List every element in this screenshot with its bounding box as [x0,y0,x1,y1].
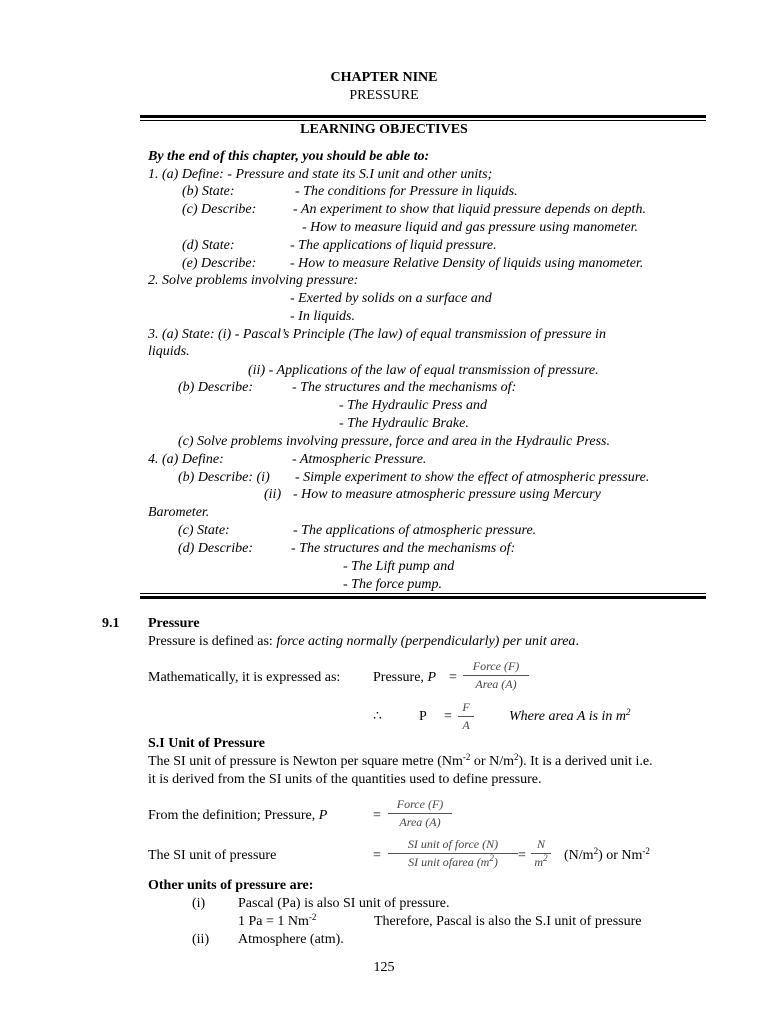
objective-line: - The Lift pump and [343,559,455,574]
list-item-text: Pascal (Pa) is also SI unit of pressure. [238,896,450,911]
pascal-note: Therefore, Pascal is also the S.I unit of pressure [374,914,642,929]
area-unit-note: Where area A is in $m^2$ [509,707,631,724]
objective-line: (c) State: [178,523,230,538]
pressure-label: Pressure, P [373,670,436,685]
objective-line: - How to measure atmospheric pressure using Mercury [293,487,601,502]
objectives-intro: By the end of this chapter, you should be able to: [148,149,430,164]
therefore-symbol: ∴ [373,709,382,724]
pressure-definition: Pressure is defined as: force acting normally (perpendicularly) per unit area. [148,634,579,649]
si-unit-text-line1: The SI unit of pressure is Newton per square metre ($Nm^{-2}$ or $N/m^2$). It is a derived unit i.e. [148,752,653,769]
si-unit-text-line2: it is derived from the SI units of the quantities used to define pressure. [148,772,542,787]
objective-line: - The structures and the mechanisms of: [291,541,516,556]
math-intro: Mathematically, it is expressed as: [148,670,341,685]
p-symbol: P [419,709,427,724]
chapter-label: CHAPTER NINE [330,70,438,85]
objective-line: 3. (a) State: (i) - Pascal’s Principle (The law) of equal transmission of pressure in [148,327,606,342]
objectives-heading: LEARNING OBJECTIVES [300,122,468,137]
objective-line: - The Hydraulic Press and [339,398,488,413]
objective-line: - In liquids. [290,309,355,324]
objective-line: (b) Describe: (i) [178,470,270,485]
list-item-number: (ii) [192,932,210,947]
objective-line: (b) State: [182,184,235,199]
section-number: 9.1 [102,616,120,631]
section-title: Pressure [148,616,200,631]
si-units-fraction: SI unit of force (N) SI unit ofarea $(m^2)$ [388,837,518,870]
objective-line: - The force pump. [343,577,443,592]
objective-line: Barometer. [148,505,210,520]
equals-sign: = [373,808,381,823]
objective-line: - The conditions for Pressure in liquids. [295,184,518,199]
objective-line: (b) Describe: [178,380,254,395]
chapter-title: PRESSURE [349,88,419,103]
force-over-area-fraction-2: Force (F) Area (A) [388,797,452,830]
si-unit-result: $(N/m^2)$ or $Nm^{-2}$ [564,846,650,863]
page-number: 125 [373,960,395,975]
list-item-number: (i) [192,896,206,911]
equals-sign: = [373,848,381,863]
objective-line: - The structures and the mechanisms of: [292,380,517,395]
objective-line: (ii) - Applications of the law of equal transmission of pressure. [248,363,599,378]
objective-line: liquids. [148,344,190,359]
objective-line: 4. (a) Define: [148,452,224,467]
objective-line: - An experiment to show that liquid pressure depends on depth. [293,202,646,217]
objective-line: - The applications of liquid pressure. [290,238,497,253]
objective-line: - The Hydraulic Brake. [339,416,469,431]
bottom-rule-thick [140,596,706,599]
objective-line: - Atmospheric Pressure. [292,452,427,467]
bottom-rule-thin [140,593,706,594]
objective-line: - How to measure liquid and gas pressure using manometer. [302,220,638,235]
objective-line: - Exerted by solids on a surface and [290,291,492,306]
si-unit-heading: S.I Unit of Pressure [148,736,265,751]
objective-line: 1. (a) Define: - Pressure and state its S.I unit and other units; [148,167,493,182]
f-over-a-fraction: F A [458,700,474,733]
objective-line: - Simple experiment to show the effect of atmospheric pressure. [295,470,650,485]
list-item-text: Atmosphere (atm). [238,932,344,947]
equals-sign: = [449,670,457,685]
objective-line: - How to measure Relative Density of liquids using manometer. [290,256,644,271]
equals-sign: = [518,848,526,863]
n-over-m2-fraction: N $m^2$ [531,837,551,870]
objective-line: - The applications of atmospheric pressure. [293,523,537,538]
objective-line: (d) Describe: [178,541,254,556]
objective-line: (d) State: [182,238,235,253]
objective-line: 2. Solve problems involving pressure: [148,273,359,288]
objective-line: (c) Solve problems involving pressure, force and area in the Hydraulic Press. [178,434,610,449]
top-rule-thick [140,115,706,118]
definition-emphasis: force acting normally (perpendicularly) per unit area [276,634,576,649]
objective-line: (e) Describe: [182,256,257,271]
other-units-heading: Other units of pressure are: [148,878,314,893]
pascal-equation: 1 Pa = 1 $Nm^{-2}$ [238,912,317,929]
objective-line: (c) Describe: [182,202,257,217]
equals-sign: = [444,709,452,724]
from-definition-label: From the definition; Pressure, P [148,808,328,823]
objective-line: (ii) [264,487,282,502]
si-unit-label: The SI unit of pressure [148,848,277,863]
force-over-area-fraction: Force (F) Area (A) [463,659,529,692]
